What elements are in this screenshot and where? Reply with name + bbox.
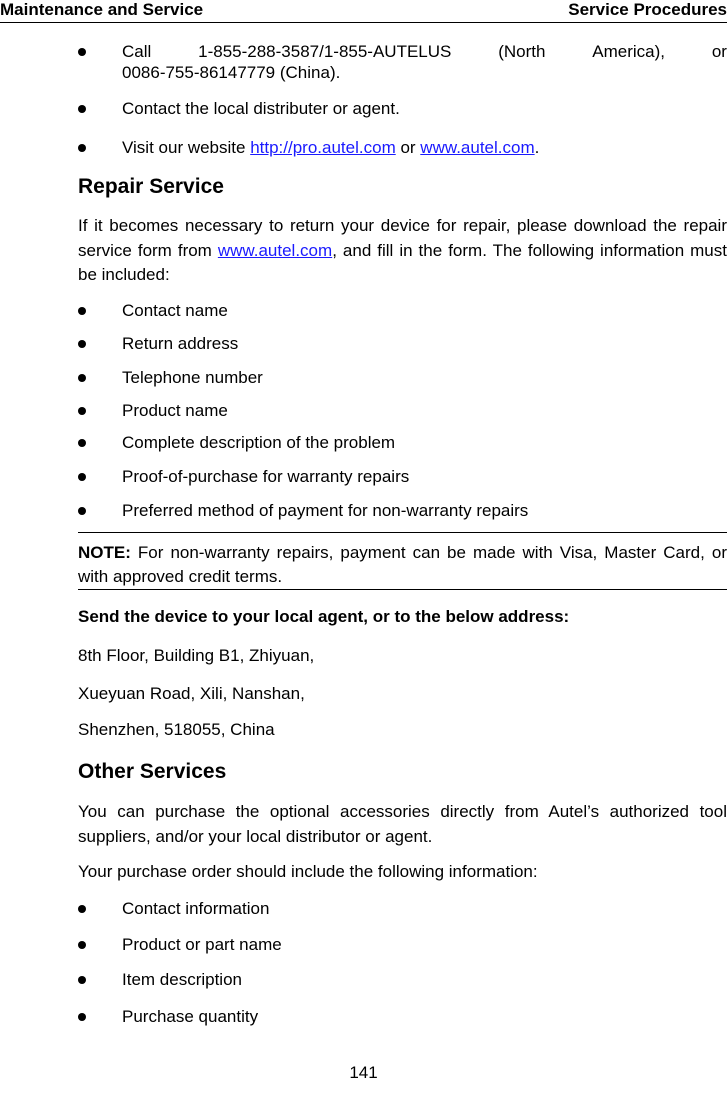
repair-item-text: Proof-of-purchase for warranty repairs	[122, 467, 410, 486]
header-section-title: Maintenance and Service	[0, 0, 204, 19]
website-prefix: Visit our website	[122, 138, 251, 157]
bullet-icon	[78, 374, 86, 382]
pro-autel-link[interactable]: http://pro.autel.com	[250, 138, 396, 157]
address-line: Shenzhen, 518055, China	[78, 720, 275, 739]
repair-intro-paragraph	[78, 214, 727, 288]
other-services-paragraph: You can purchase the optional accessories directly from Autel’s authorized tool suppliers, and/or your local distributor or agent.	[78, 802, 727, 846]
header-chapter-title: Service Procedures	[568, 0, 727, 19]
bullet-icon	[78, 1013, 86, 1021]
repair-intro-text: If it becomes necessary to return your device for repair, please download the repair service form from	[78, 216, 727, 260]
website-or: or	[395, 138, 421, 157]
purchase-order-intro: Your purchase order should include the following information:	[78, 862, 538, 881]
bullet-icon	[78, 340, 86, 348]
bullet-icon	[78, 941, 86, 949]
bullet-icon	[78, 439, 86, 447]
call-line-1	[122, 41, 727, 62]
bullet-icon	[78, 473, 86, 481]
address-line: 8th Floor, Building B1, Zhiyuan,	[78, 646, 315, 665]
order-item-text: Item description	[122, 970, 242, 989]
bullet-icon	[78, 105, 86, 113]
repair-intro-text-end: , and fill in the form. The following information must be included:	[78, 240, 727, 284]
bullet-icon	[78, 307, 86, 315]
page-number: 141	[349, 1063, 378, 1082]
call-word: Call	[122, 42, 152, 61]
note-body: For non-warranty repairs, payment can be made with Visa, Master Card, or with approved credit terms.	[78, 543, 727, 586]
repair-item-text: Contact name	[122, 301, 228, 320]
note-box	[78, 532, 727, 590]
note-text	[78, 541, 727, 589]
repair-item-text: Telephone number	[122, 368, 263, 387]
call-line-2: 0086-755-86147779 (China).	[122, 63, 341, 82]
other-services-heading: Other Services	[78, 760, 227, 783]
call-word: America),	[592, 42, 666, 61]
repair-item-text: Preferred method of payment for non-warranty repairs	[122, 501, 529, 520]
order-item-text: Contact information	[122, 899, 270, 918]
bullet-icon	[78, 144, 86, 152]
bullet-icon	[78, 507, 86, 515]
repair-form-link[interactable]: www.autel.com	[217, 240, 333, 260]
repair-item-text: Complete description of the problem	[122, 433, 396, 452]
repair-service-heading: Repair Service	[78, 175, 224, 198]
bullet-icon	[78, 905, 86, 913]
bullet-icon	[78, 48, 86, 56]
call-phone-numbers: 1-855-288-3587/1-855-AUTELUS	[198, 42, 452, 61]
bullet-icon	[78, 976, 86, 984]
repair-item-text: Return address	[122, 334, 239, 353]
order-item-text: Product or part name	[122, 935, 282, 954]
order-item-text: Purchase quantity	[122, 1007, 259, 1026]
note-label: NOTE:	[78, 543, 131, 562]
repair-item-text: Product name	[122, 401, 228, 420]
page-header	[0, 0, 727, 23]
call-word: or	[711, 42, 727, 61]
bullet-icon	[78, 407, 86, 415]
address-heading: Send the device to your local agent, or to the below address:	[78, 607, 570, 626]
address-line: Xueyuan Road, Xili, Nanshan,	[78, 684, 305, 703]
website-suffix: .	[534, 138, 540, 157]
website-text	[122, 137, 727, 158]
autel-link[interactable]: www.autel.com	[420, 138, 535, 157]
distributor-text: Contact the local distributer or agent.	[122, 99, 400, 118]
call-word: (North	[498, 42, 546, 61]
